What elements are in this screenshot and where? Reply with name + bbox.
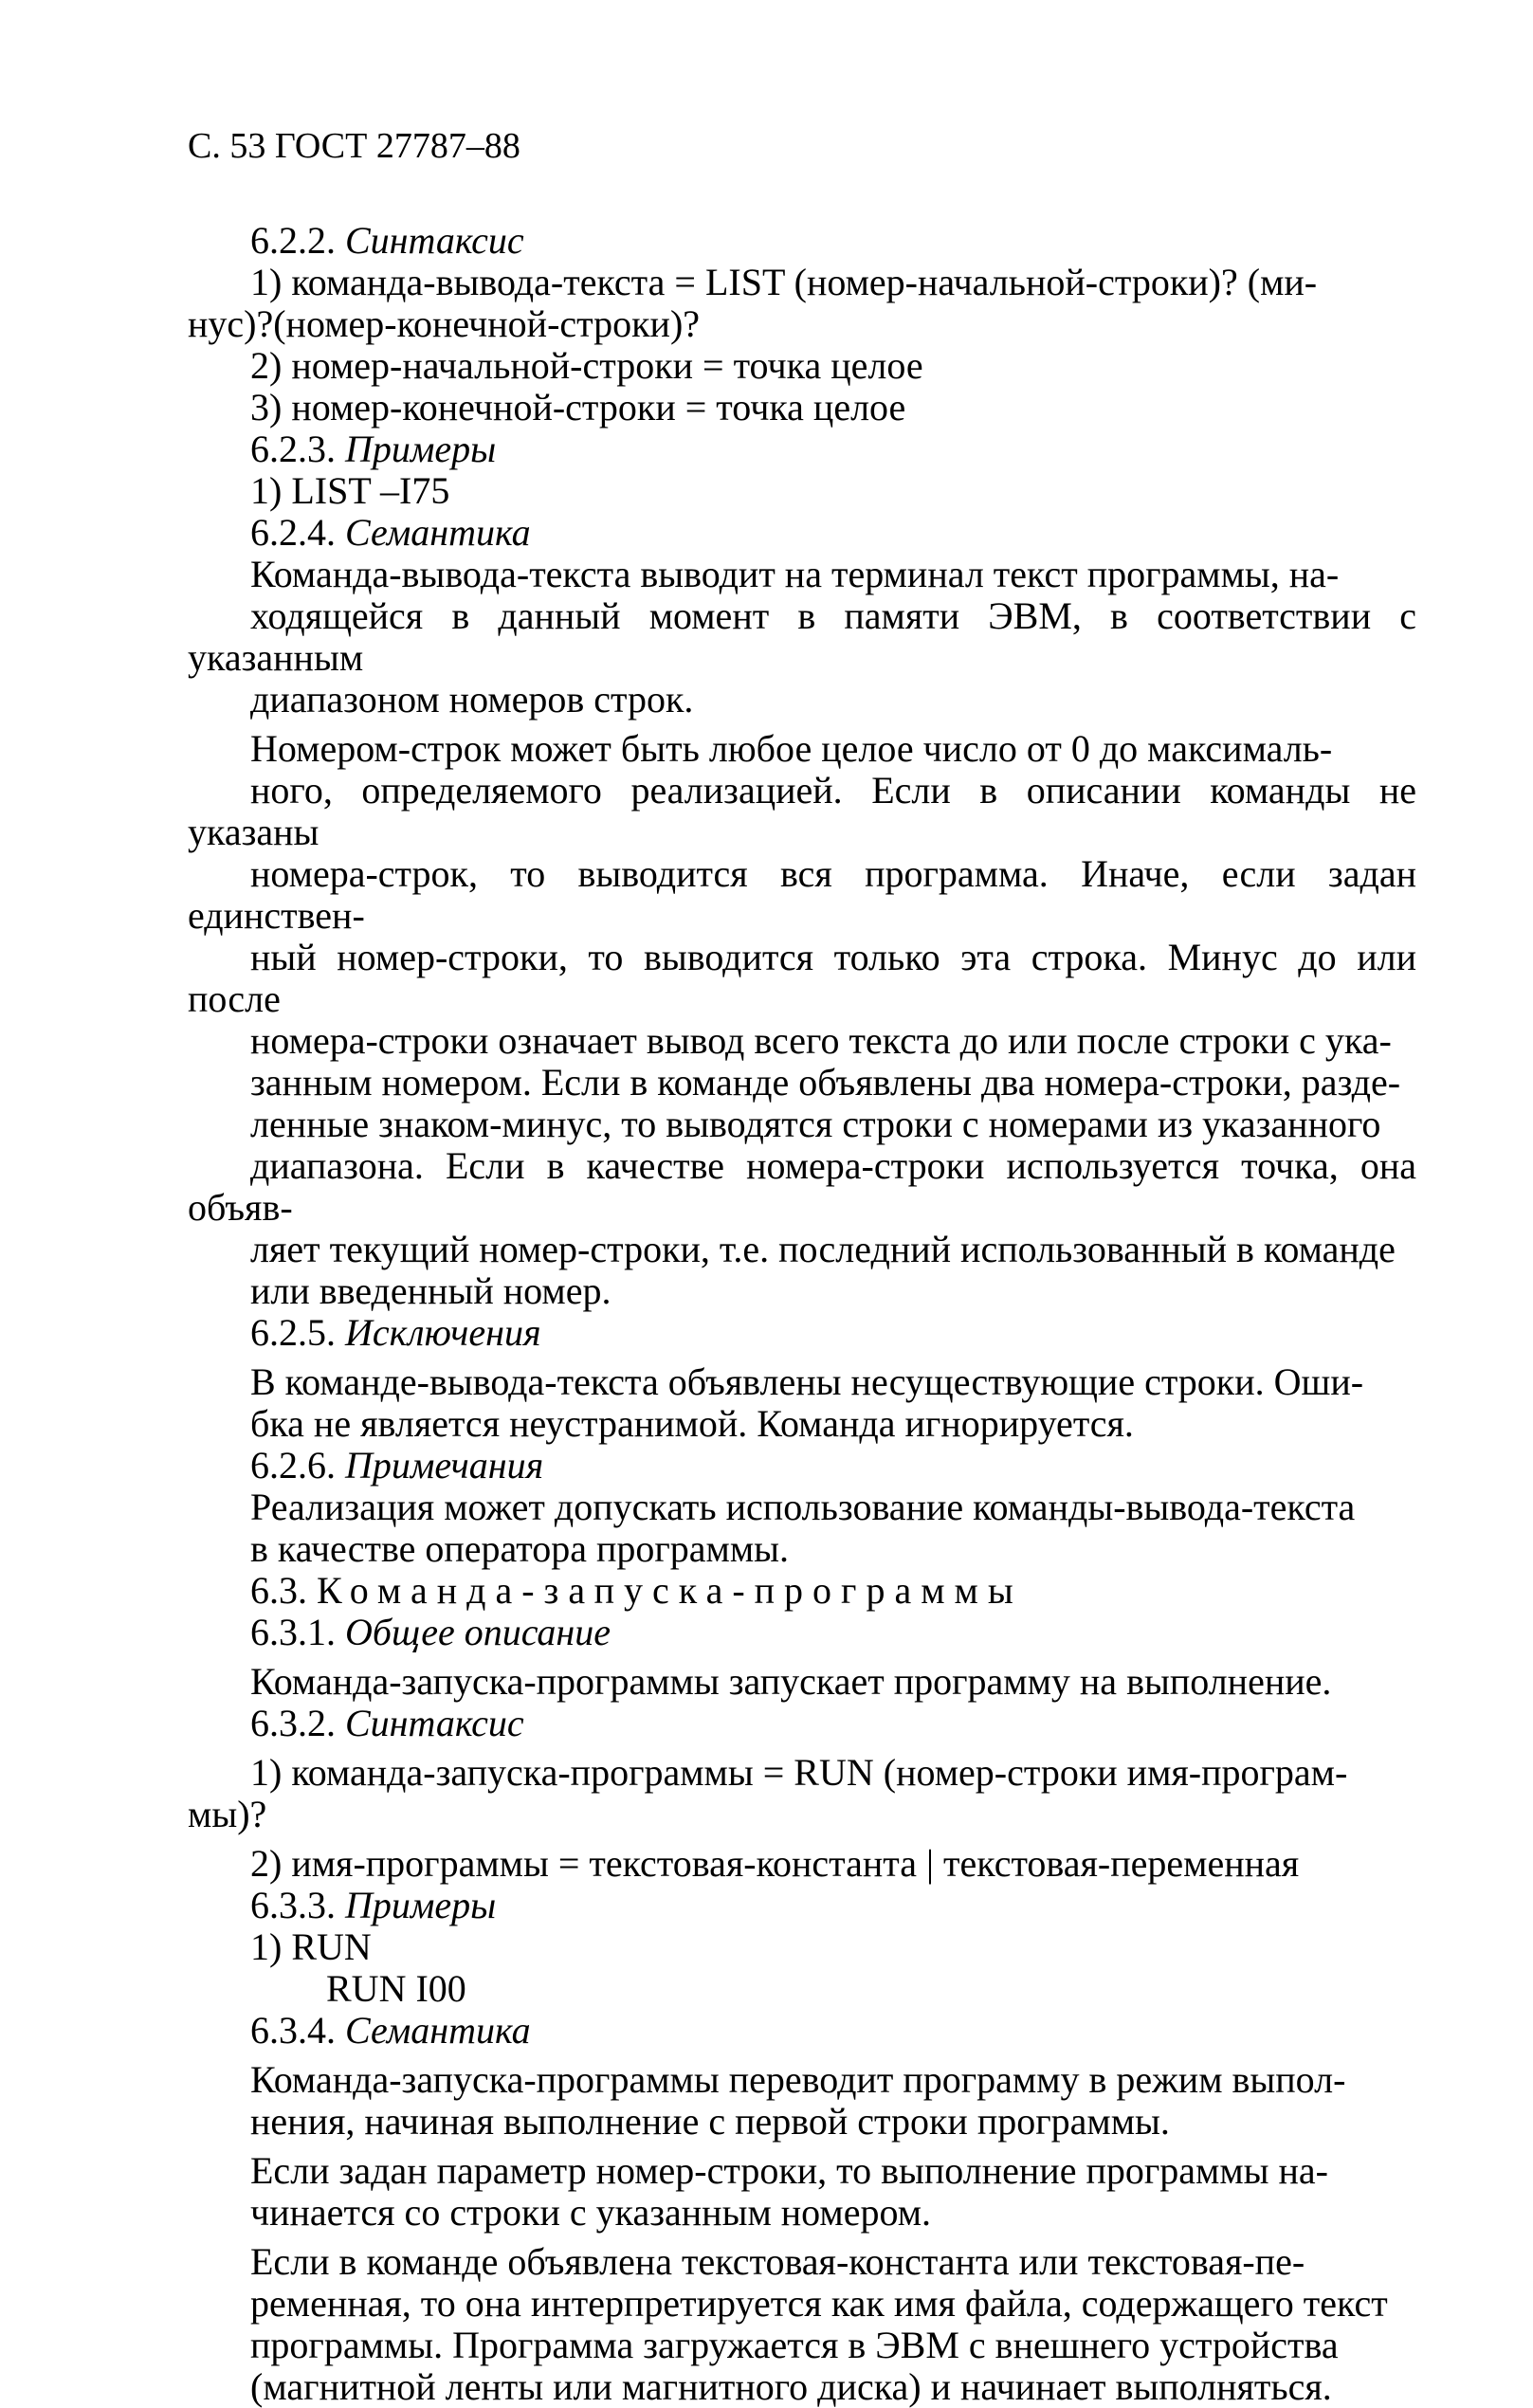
exceptions-paragraph: В команде-вывода-текста объявлены несуществующие строки. Оши- бка не является неустранимой. Команда игнорируется. [250,1360,1364,1445]
syntax-rule-1-cont: нус)?(номер-конечной-строки)? [188,302,701,345]
syntax-rule-2: 2) номер-начальной-строки = точка целое [250,344,923,387]
page-content [188,123,1416,2408]
semantics-paragraph-1: Команда-вывода-текста выводит на терминал текст программы, на- ходящейся в данный момент в памяти ЭВМ, в соответствии с указанным диапазоном номеров строк. [188,553,1416,721]
general-description-paragraph: Команда-запуска-программы запускает программу на выполнение. [250,1660,1332,1703]
example-1: 1) LIST –I75 [250,469,450,512]
run-syntax-rule-1-cont: мы)? [188,1793,267,1835]
heading-6-2-2: 6.2.2. Синтаксис [250,219,524,262]
heading-6-2-3: 6.2.3. Примеры [250,428,497,470]
notes-paragraph: Реализация может допускать использование команды-вывода-текста в качестве оператора программы. [250,1486,1356,1570]
run-semantics-paragraph-1: Команда-запуска-программы переводит программу в режим выпол- нения, начиная выполнение с первой строки программы. [250,2058,1346,2143]
run-semantics-paragraph-2: Если задан параметр номер-строки, то выполнение программы на- чинается со строки с указанным номером. [250,2149,1328,2234]
heading-6-3-2: 6.3.2. Синтаксис [250,1702,524,1744]
page-header: С. 53 ГОСТ 27787–88 [188,126,520,166]
run-syntax-rule-1: 1) команда-запуска-программы = RUN (номер-строки имя-програм- [250,1751,1348,1794]
run-syntax-rule-2: 2) имя-программы = текстовая-константа | текстовая-переменная [250,1842,1300,1885]
heading-6-2-4: 6.2.4. Семантика [250,511,531,554]
syntax-rule-1: 1) команда-вывода-текста = LIST (номер-начальной-строки)? (ми- [250,261,1318,303]
heading-6-3-3: 6.3.3. Примеры [250,1884,497,1926]
run-example-2: RUN I00 [326,1967,466,2010]
heading-6-3-4: 6.3.4. Семантика [250,2009,531,2052]
heading-6-2-6: 6.2.6. Примечания [250,1444,544,1487]
syntax-rule-3: 3) номер-конечной-строки = точка целое [250,386,906,429]
heading-6-2-5: 6.2.5. Исключения [250,1311,541,1354]
heading-6-3-1: 6.3.1. Общее описание [250,1611,611,1653]
semantics-paragraph-2: Номером-строк может быть любое целое число от 0 до максималь- ного, определяемого реализацией. Если в описании команды не указаны номера-строк, то выводится вся программа. Иначе, если задан единствен- ный номер-строки, то выводится только эта строка. Минус до или после номера-строки означает вывод всего текста до или после строки с ука- занным номером. Если в команде объявлены два номера-строки, разде- ленные знаком-минус, то выводятся строки с номерами из указанного диапазона. Если в качестве номера-строки используется точка, она объяв- ляет текущий номер-строки, т.е. последний использованный в команде или введенный номер. [188,727,1416,1312]
run-semantics-paragraph-3: Если в команде объявлена текстовая-константа или текстовая-пе- ременная, то она интерпретируется как имя файла, содержащего текст программы. Программа загружается в ЭВМ с внешнего устройства (магнитной ленты или магнитного диска) и начинает выполняться. [250,2240,1388,2408]
run-example-1: 1) RUN [250,1925,372,1968]
heading-6-3: 6.3. Команда-запуска-программы [250,1569,1023,1612]
